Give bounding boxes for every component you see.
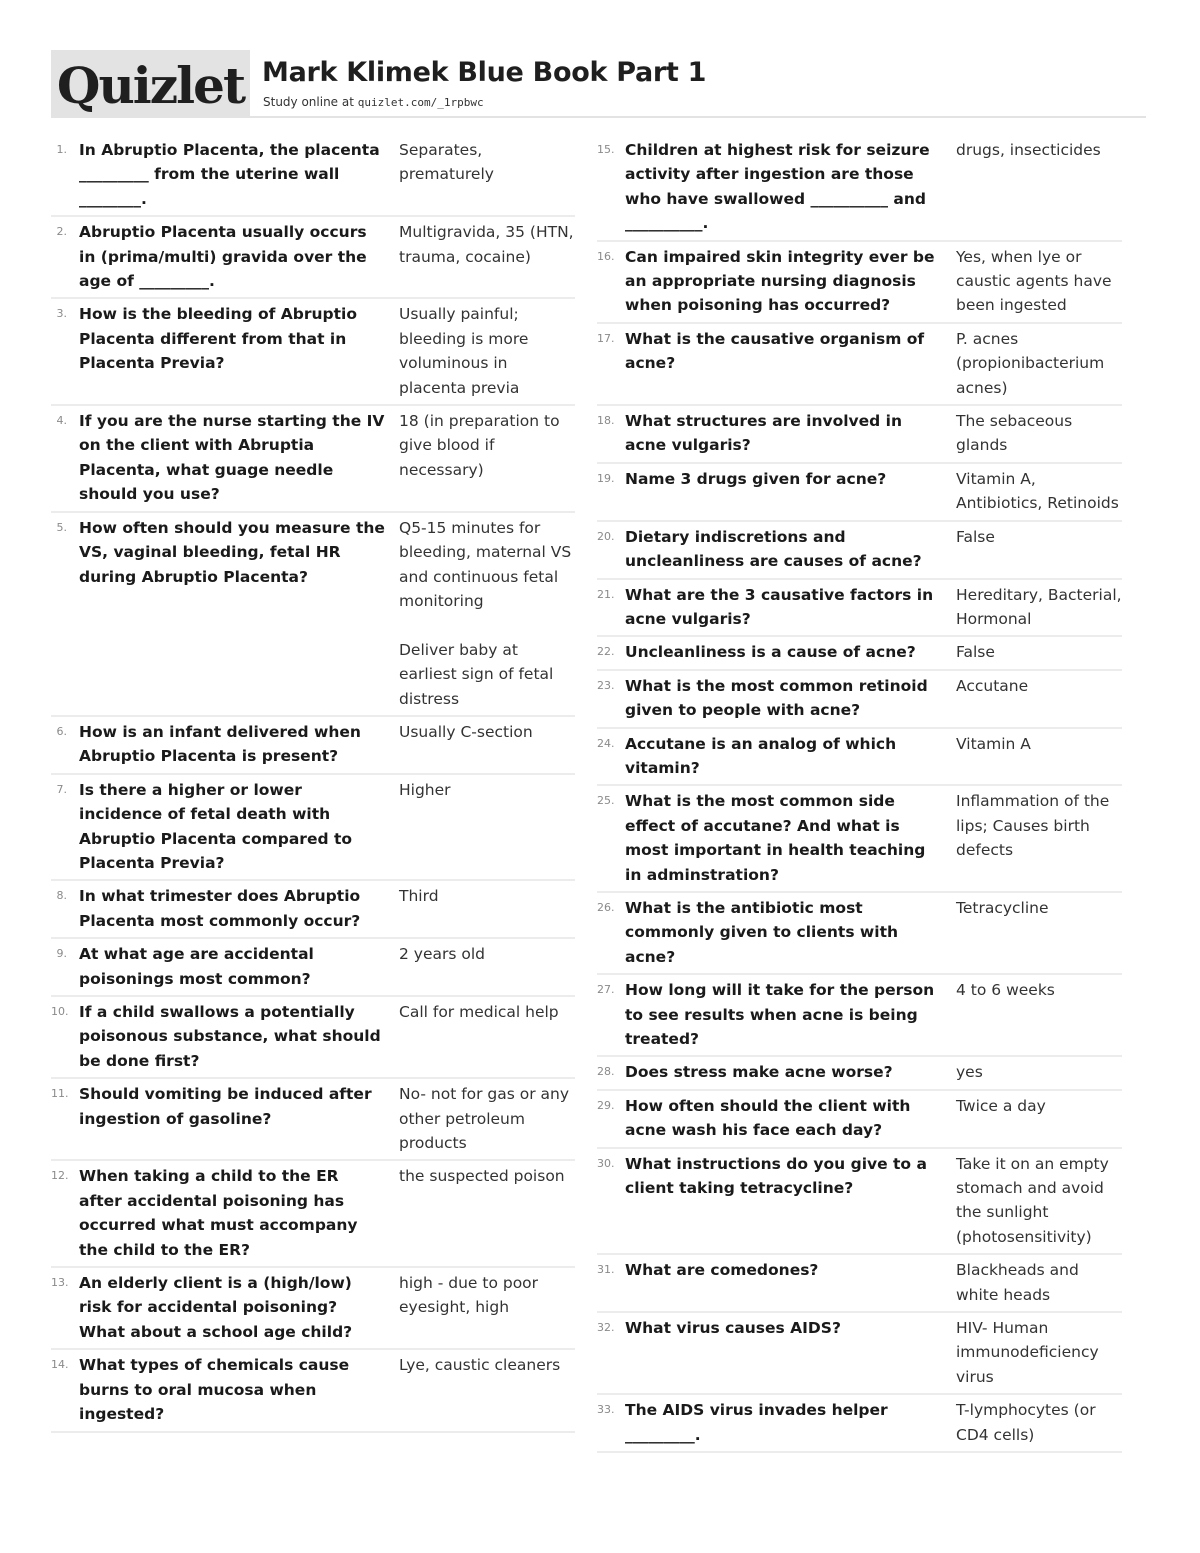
flashcard	[51, 939, 575, 997]
card-term: What is the causative organism of acne?	[625, 329, 925, 373]
page-header	[51, 50, 1146, 118]
flashcard	[51, 217, 575, 299]
card-definition: False	[956, 527, 995, 546]
card-number: 27.	[597, 983, 615, 997]
card-term: What are the 3 causative factors in acne vulgaris?	[625, 585, 934, 628]
card-definition: Call for medical help	[399, 1003, 559, 1021]
card-term: If you are the nurse starting the IV on the client with Abruptia Placenta, what guage needle should you use?	[79, 412, 385, 504]
flashcard	[597, 1313, 1122, 1395]
card-definition: the suspected poison	[399, 1167, 565, 1186]
flashcard	[597, 637, 1122, 670]
card-number: 19.	[597, 471, 615, 485]
card-definition: high - due to poor eyesight, high	[399, 1274, 539, 1317]
study-online-line	[263, 94, 484, 111]
study-online-label: Study online at	[263, 95, 358, 109]
card-definition: 18 (in preparation to give blood if necessary)	[399, 412, 560, 479]
card-definition: T-lymphocytes (or CD4 cells)	[956, 1401, 1096, 1444]
card-number: 29.	[597, 1098, 615, 1112]
card-term: What instructions do you give to a client taking tetracycline?	[625, 1154, 927, 1198]
card-number: 3.	[56, 307, 67, 321]
card-definition: 4 to 6 weeks	[956, 981, 1055, 1000]
flashcard	[51, 1161, 575, 1268]
flashcard	[597, 1149, 1122, 1256]
card-number: 31.	[597, 1263, 615, 1277]
study-online-url[interactable]: quizlet.com/_1rpbwc	[357, 96, 484, 109]
card-definition: Take it on an empty stomach and avoid the sunlight (photosensitivity)	[956, 1154, 1109, 1246]
card-term: How is the bleeding of Abruptio Placenta different from that in Placenta Previa?	[79, 305, 358, 373]
card-number: 4.	[56, 414, 67, 428]
flashcard	[51, 997, 575, 1079]
flashcard	[597, 135, 1122, 242]
flashcard	[597, 242, 1122, 324]
card-number: 18.	[597, 414, 615, 428]
card-definition: Third	[399, 887, 439, 906]
flashcard	[597, 893, 1122, 975]
card-definition: HIV- Human immunodeficiency virus	[956, 1319, 1099, 1386]
flashcard	[597, 1395, 1122, 1453]
card-column-left	[51, 135, 575, 1433]
card-number: 17.	[597, 331, 615, 345]
card-term: Children at highest risk for seizure activity after ingestion are those who have swallowed __________ and __________.	[625, 141, 930, 233]
card-term: What is the most common retinoid given to people with acne?	[625, 676, 928, 720]
flashcard	[51, 1268, 575, 1350]
flashcard	[597, 324, 1122, 406]
card-definition: Higher	[399, 780, 451, 799]
card-number: 32.	[597, 1321, 615, 1335]
card-definition: The sebaceous glands	[956, 412, 1073, 455]
card-column-right	[597, 135, 1122, 1453]
card-number: 20.	[597, 529, 615, 543]
card-term: Abruptio Placenta usually occurs in (prima/multi) gravida over the age of _________.	[79, 223, 367, 291]
card-term: How long will it take for the person to see results when acne is being treated?	[625, 981, 935, 1048]
card-term: Is there a higher or lower incidence of fetal death with Abruptio Placenta compared to Placenta Previa?	[79, 780, 353, 872]
card-term: Name 3 drugs given for acne?	[625, 469, 887, 488]
card-number: 1.	[56, 143, 67, 156]
card-term: What virus causes AIDS?	[625, 1319, 841, 1338]
card-definition: Usually painful; bleeding is more voluminous in placenta previa	[399, 305, 529, 397]
card-number: 30.	[597, 1156, 615, 1170]
card-definition: 2 years old	[399, 945, 485, 964]
card-number: 13.	[51, 1276, 69, 1290]
card-definition: Accutane	[956, 676, 1029, 695]
header-divider	[250, 116, 1146, 118]
card-number: 11.	[51, 1087, 69, 1101]
flashcard	[597, 522, 1122, 580]
card-term: Does stress make acne worse?	[625, 1063, 893, 1082]
card-definition: Vitamin A, Antibiotics, Retinoids	[956, 469, 1119, 513]
card-term: If a child swallows a potentially poisonous substance, what should be done first?	[79, 1003, 381, 1070]
card-number: 8.	[56, 889, 67, 903]
card-definition: No- not for gas or any other petroleum products	[399, 1085, 570, 1153]
flashcard	[597, 406, 1122, 464]
card-definition: yes	[956, 1063, 983, 1082]
card-term: Can impaired skin integrity ever be an appropriate nursing diagnosis when poisoning has occurred?	[625, 247, 935, 315]
card-definition: Twice a day	[956, 1096, 1046, 1115]
card-term: Should vomiting be induced after ingestion of gasoline?	[79, 1085, 372, 1128]
flashcard	[597, 464, 1122, 522]
flashcard	[597, 580, 1122, 638]
card-number: 23.	[597, 678, 615, 692]
card-number: 9.	[56, 947, 67, 961]
card-term: The AIDS virus invades helper _________.	[625, 1401, 888, 1444]
card-term: What are comedones?	[625, 1261, 819, 1280]
card-number: 5.	[56, 520, 67, 534]
card-term: At what age are accidental poisonings most common?	[79, 945, 314, 988]
card-definition: Yes, when lye or caustic agents have been ingested	[956, 247, 1112, 315]
flashcard	[597, 1057, 1122, 1090]
card-definition: Usually C-section	[399, 722, 533, 741]
card-number: 16.	[597, 249, 615, 263]
card-definition: Q5-15 minutes for bleeding, maternal VS and continuous fetal monitoring Deliver baby at earliest sign of fetal distress	[399, 518, 572, 708]
flashcard	[51, 299, 575, 406]
flashcard	[597, 975, 1122, 1057]
card-number: 21.	[597, 587, 615, 601]
page-title: Mark Klimek Blue Book Part 1	[262, 57, 707, 88]
card-number: 12.	[51, 1169, 69, 1183]
flashcard	[51, 1079, 575, 1161]
card-definition: Separates, prematurely	[399, 141, 494, 184]
card-term: Uncleanliness is a cause of acne?	[625, 643, 916, 662]
card-term: What types of chemicals cause burns to oral mucosa when ingested?	[79, 1356, 350, 1424]
card-number: 25.	[597, 794, 615, 808]
card-term: In what trimester does Abruptio Placenta most commonly occur?	[79, 887, 361, 930]
quizlet-logo[interactable]	[51, 50, 250, 118]
card-term: What is the most common side effect of accutane? And what is most important in health teaching in adminstration?	[625, 792, 926, 884]
card-definition: False	[956, 643, 995, 662]
flashcard	[597, 1091, 1122, 1149]
flashcard	[597, 1255, 1122, 1313]
card-term: How often should the client with acne wash his face each day?	[625, 1096, 911, 1140]
flashcard	[51, 1350, 575, 1432]
card-definition: Blackheads and white heads	[956, 1261, 1079, 1304]
card-definition: Inflammation of the lips; Causes birth defects	[956, 792, 1110, 860]
card-definition: Hereditary, Bacterial, Hormonal	[956, 585, 1122, 628]
card-number: 6.	[56, 724, 67, 738]
card-term: In Abruptio Placenta, the placenta _________ from the uterine wall ________.	[79, 141, 380, 208]
card-number: 28.	[597, 1065, 615, 1079]
card-definition: Tetracycline	[956, 898, 1049, 917]
card-definition: P. acnes (propionibacterium acnes)	[956, 329, 1105, 397]
card-number: 22.	[597, 645, 615, 659]
card-definition: Vitamin A	[956, 734, 1031, 753]
card-term: Accutane is an analog of which vitamin?	[625, 734, 897, 777]
card-term: How often should you measure the VS, vaginal bleeding, fetal HR during Abruptio Placenta?	[79, 518, 385, 586]
card-definition: drugs, insecticides	[956, 141, 1101, 159]
flashcard	[51, 135, 575, 217]
card-definition: Lye, caustic cleaners	[399, 1356, 561, 1375]
flashcard	[51, 717, 575, 775]
card-term: How is an infant delivered when Abruptio Placenta is present?	[79, 722, 361, 766]
card-number: 26.	[597, 900, 615, 914]
flashcard	[597, 671, 1122, 729]
card-term: An elderly client is a (high/low) risk for accidental poisoning? What about a school age child?	[79, 1274, 353, 1341]
quizlet-logo-text: Quizlet	[56, 56, 245, 115]
flashcard	[51, 406, 575, 513]
card-number: 24.	[597, 736, 615, 750]
card-term: Dietary indiscretions and uncleanliness are causes of acne?	[625, 527, 922, 571]
flashcard	[51, 513, 575, 717]
flashcard	[51, 881, 575, 939]
card-term: When taking a child to the ER after accidental poisoning has occurred what must accompany the child to the ER?	[79, 1167, 358, 1259]
card-term: What structures are involved in acne vulgaris?	[625, 412, 903, 455]
card-number: 33.	[597, 1403, 615, 1417]
flashcard	[597, 786, 1122, 893]
card-number: 10.	[51, 1005, 69, 1018]
card-number: 14.	[51, 1358, 69, 1372]
flashcard	[597, 729, 1122, 787]
card-definition: Multigravida, 35 (HTN, trauma, cocaine)	[399, 223, 574, 266]
card-number: 7.	[56, 782, 67, 796]
flashcard	[51, 775, 575, 882]
card-number: 15.	[597, 143, 615, 156]
card-term: What is the antibiotic most commonly given to clients with acne?	[625, 898, 899, 966]
card-number: 2.	[56, 225, 67, 239]
